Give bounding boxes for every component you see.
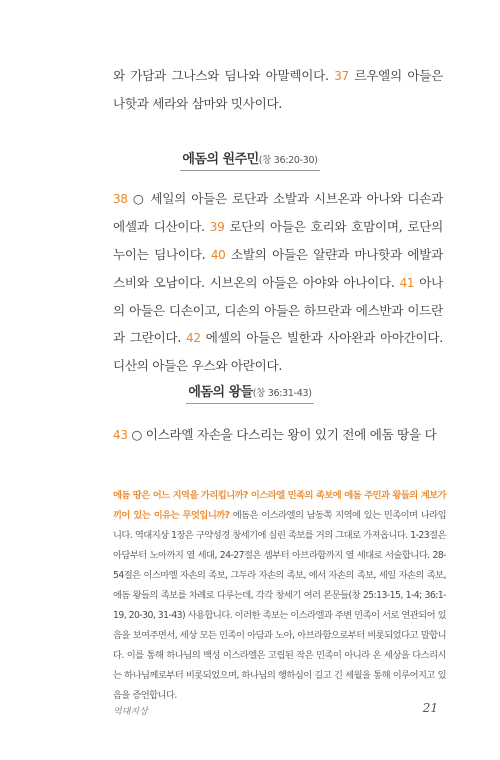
note-body: 에돔은 이스라엘의 남동쪽 지역에 있는 민족이며 나라입니다. 역대지상 1장은 구약성경 창세기에 실린 족보를 거의 그대로 가져옵니다. 1-23절은 아담부터 노아까지 열 세대, 24-27절은 셈부터 아브라함까지 열 세대로 서술합니다. 28-54절은 이스마엘 자손의 족보, 그두라 자손의 족보, 에서 자손의 족보, 세일 자손의 족보, 에돔 왕들의 족보를 차례로 다루는데, 각각 창세기 여러 본문들(창 25:13-15, 1-4; 36:1-19, 20-30, 31-43) 사용합니다. 이러한 족보는 이스라엘과 주변 민족이 서로 연관되어 있음을 보여주면서, 세상 모든 민족이 아담과 노아, 아브라함으로부터 비롯되었다고 말합니다. 이를 통해 하나님의 백성 이스라엘은 고립된 작은 민족이 아니라 온 세상을 다스리시는 하나님께로부터 비롯되었으며, 하나님의 행하심이 길고 긴 세월을 통해 이루어지고 있음을 증언합니다. (113, 510, 446, 701)
page-number: 21 (422, 701, 438, 715)
verse-text: ○ 세일의 아들은 로단과 소발과 시브온과 아나와 디손과 에셀과 디산이다. (113, 191, 443, 234)
heading-title: 에돔의 원주민 (182, 152, 259, 167)
section-heading-edom-natives (0, 148, 500, 171)
heading-underline (180, 148, 319, 171)
verse-text: 로단의 아들은 호리와 호맘이며, 로단의 누이는 딤나이다. (113, 219, 443, 262)
running-footer-book-title: 역대지상 (113, 707, 148, 717)
verse-text: 에셀의 아들은 빌한과 사아완과 아아간이다. 디산의 아들은 우스와 아란이다. (113, 330, 443, 373)
verse-number-40: 40 (210, 248, 226, 262)
verse-paragraph-43 (113, 421, 443, 449)
verse-number-42: 42 (186, 331, 201, 345)
heading-reference: (창 36:20-30) (258, 155, 318, 166)
verse-text: ○ 이스라엘 자손을 다스리는 왕이 있기 전에 에돔 땅을 다 (127, 427, 437, 442)
heading-underline (186, 381, 313, 404)
verse-text: 와 가담과 그나스와 딤나와 아말렉이다. (113, 68, 335, 83)
commentary-note (113, 486, 446, 706)
verse-number-39: 39 (209, 220, 225, 234)
verse-number-38: 38 (113, 192, 128, 206)
verse-text: 르우엘의 아들은 나핫과 세라와 삼마와 밋사이다. (113, 68, 443, 111)
verse-number-37: 37 (334, 69, 349, 83)
verse-number-41: 41 (399, 276, 415, 290)
verse-paragraph-38-42 (113, 185, 443, 379)
heading-reference: (창 36:31-43) (252, 388, 312, 399)
verse-number-43: 43 (113, 428, 128, 442)
verse-paragraph-36-37 (113, 62, 443, 117)
section-heading-edom-kings (0, 381, 500, 404)
verse-text: 소발의 아들은 알랸과 마나핫과 에발과 스비와 오남이다. 시브온의 아들은 아야와 아나이다. (113, 247, 443, 290)
heading-title: 에돔의 왕들 (188, 385, 253, 400)
verse-text: 아나의 아들은 디손이고, 디손의 아들은 하므란과 에스반과 이드란과 그란이다. (113, 275, 443, 345)
note-question: 에돔 땅은 어느 지역을 가리킵니까? 이스라엘 민족의 족보에 에돔 주민과 왕들의 계보가 끼어 있는 이유는 무엇입니까? (113, 490, 446, 521)
